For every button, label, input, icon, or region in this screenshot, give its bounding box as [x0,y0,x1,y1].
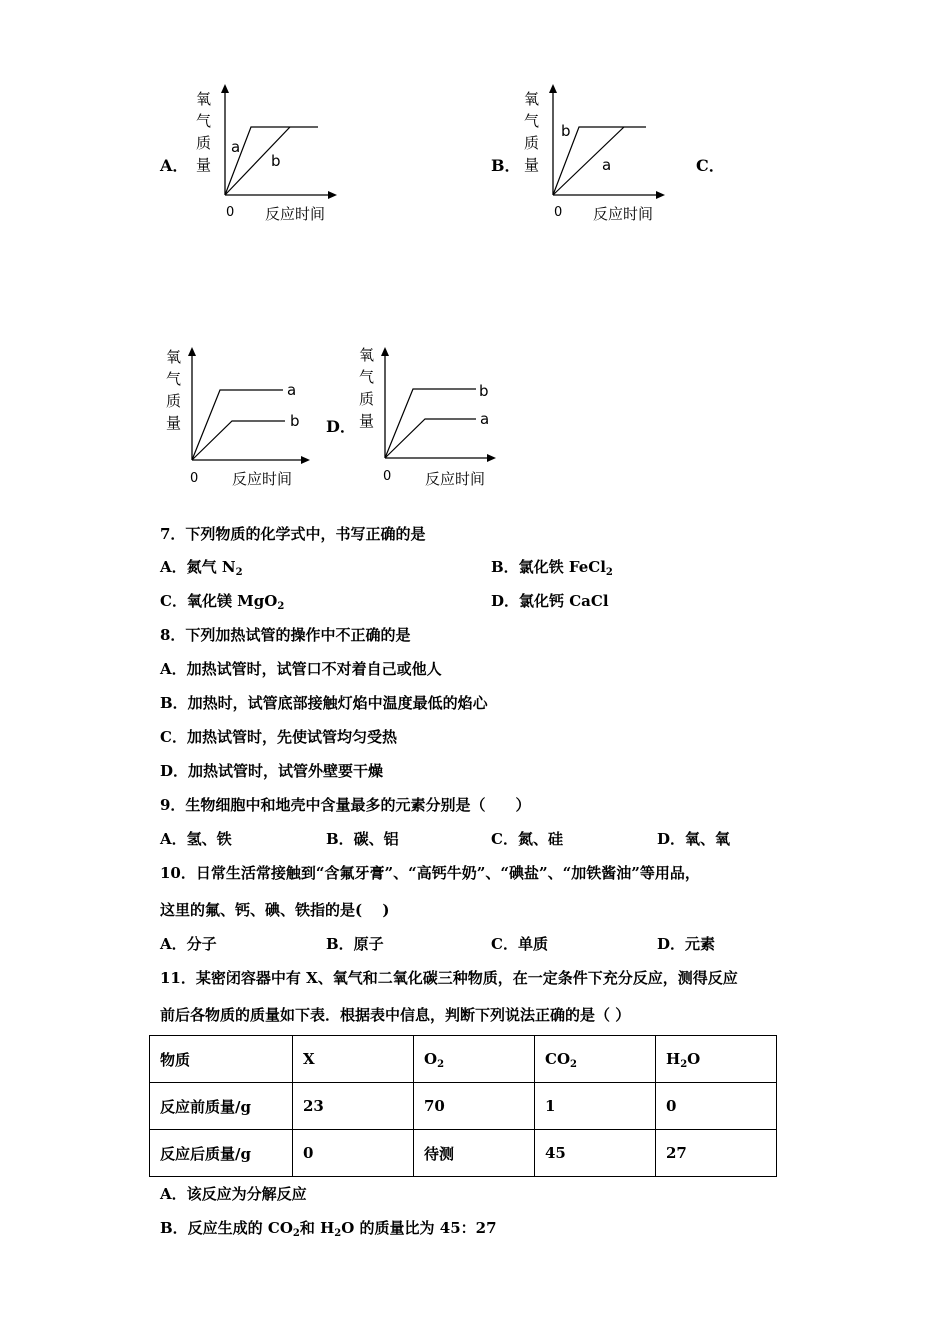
q11-option-b: B．反应生成的 $CO_2$和 $H_2O$ 的质量比为 45：27 [160,1219,497,1239]
series-b-label: b [290,412,300,430]
x-axis-arrow [328,191,337,199]
table-cell: 0 [656,1083,777,1130]
ylabel-char: 氧 [166,348,182,366]
q11-stem-line1: 11．某密闭容器中有 X、氧气和二氧化碳三种物质，在一定条件下充分反应，测得反应 [160,969,738,987]
table-cell: 70 [414,1083,535,1130]
graph-option-c [160,342,320,492]
mass-table [149,1035,777,1177]
ylabel-char: 氧 [524,90,540,108]
table-cell: 1 [535,1083,656,1130]
q11-stem-line2: 前后各物质的质量如下表．根据表中信息，判断下列说法正确的是（ ） [160,1006,631,1024]
series-a-line [192,390,283,460]
origin-label: 0 [383,469,392,484]
q8-option-c: C．加热试管时，先使试管均匀受热 [160,728,397,746]
x-axis-label: 反应时间 [425,470,486,488]
table-cell: 27 [656,1130,777,1177]
table-cell: 45 [535,1130,656,1177]
q9-option-b: B．碳、铝 [326,830,399,848]
x-axis-label: 反应时间 [593,205,654,223]
x-axis-label: 反应时间 [232,470,293,488]
ylabel-char: 质 [524,134,540,152]
q10-option-b: B．原子 [326,935,384,953]
series-b-label: b [271,152,281,170]
table-cell: 待测 [414,1130,535,1177]
q7-option-c: C．氧化镁 MgO$_2$ [160,592,285,612]
table-cell: 反应后质量/g [150,1130,293,1177]
table-cell: 物质 [150,1036,293,1083]
series-b-line [385,389,476,458]
option-d-letter: D． [326,417,356,436]
y-axis-label [524,90,539,174]
x-axis-arrow [301,456,310,464]
x-axis-arrow [487,454,496,462]
q7-option-b: B．氯化铁 FeCl$_2$ [491,558,613,578]
y-axis-label [196,90,211,174]
q8-stem: 8．下列加热试管的操作中不正确的是 [160,626,411,644]
q10-stem-line1: 10．日常生活常接触到“含氟牙膏”、“高钙牛奶”、“碘盐”、“加铁酱油”等用品， [160,864,700,882]
q7-option-a: A．氮气 $N_2$ [160,558,243,578]
origin-label: 0 [554,205,563,220]
series-b-line [192,421,285,460]
q8-option-a: A．加热试管时，试管口不对着自己或他人 [160,660,442,678]
y-axis-label [359,346,374,430]
y-axis-arrow [381,347,389,356]
series-a-label: a [480,410,490,428]
ylabel-char: 氧 [359,346,375,364]
x-axis-label: 反应时间 [265,205,326,223]
ylabel-char: 气 [196,112,212,130]
ylabel-char: 氧 [196,90,212,108]
option-a-letter: A． [160,156,189,175]
origin-label: 0 [190,471,199,486]
ylabel-char: 量 [359,412,375,430]
table-cell: 反应前质量/g [150,1083,293,1130]
table-cell: 0 [293,1130,414,1177]
series-a-label: a [231,138,241,156]
q7-stem: 7．下列物质的化学式中，书写正确的是 [160,525,426,543]
table-row [150,1083,777,1130]
q10-option-c: C．单质 [491,935,548,953]
q9-option-d: D．氧、氧 [657,830,731,848]
x-axis-arrow [656,191,665,199]
ylabel-char: 质 [166,392,182,410]
y-axis-label [166,348,181,432]
series-b-label: b [479,382,489,400]
q9-option-c: C．氮、硅 [491,830,563,848]
graph-option-d [353,342,513,492]
q8-option-d: D．加热试管时，试管外壁要干燥 [160,762,384,780]
table-cell: $H_2O$ [656,1036,777,1083]
graph-option-b [518,82,678,227]
ylabel-char: 量 [166,414,182,432]
q10-option-d: D．元素 [657,935,716,953]
ylabel-char: 气 [359,368,375,386]
ylabel-char: 质 [196,134,212,152]
table-cell: X [293,1036,414,1083]
option-b-letter: B． [491,156,521,175]
table-cell: 23 [293,1083,414,1130]
ylabel-char: 气 [166,370,182,388]
option-c-letter: C． [696,156,725,175]
y-axis-arrow [188,347,196,356]
series-b-label: b [561,122,571,140]
q7-option-d: D．氯化钙 CaCl [491,592,609,610]
q9-stem: 9．生物细胞中和地壳中含量最多的元素分别是（ ） [160,796,531,814]
table-cell: $O_2$ [414,1036,535,1083]
table-row [150,1130,777,1177]
ylabel-char: 量 [524,156,540,174]
q10-option-a: A．分子 [160,935,217,953]
series-a-label: a [602,156,612,174]
q11-option-a: A．该反应为分解反应 [160,1185,307,1203]
y-axis-arrow [221,84,229,93]
ylabel-char: 质 [359,390,375,408]
q8-option-b: B．加热时，试管底部接触灯焰中温度最低的焰心 [160,694,488,712]
origin-label: 0 [226,205,235,220]
q9-option-a: A．氢、铁 [160,830,232,848]
ylabel-char: 量 [196,156,212,174]
table-cell: $CO_2$ [535,1036,656,1083]
y-axis-arrow [549,84,557,93]
ylabel-char: 气 [524,112,540,130]
graph-option-a [190,82,350,227]
series-a-label: a [287,381,297,399]
q10-stem-line2: 这里的氟、钙、碘、铁指的是( ) [160,901,390,919]
table-header-row [150,1036,777,1083]
